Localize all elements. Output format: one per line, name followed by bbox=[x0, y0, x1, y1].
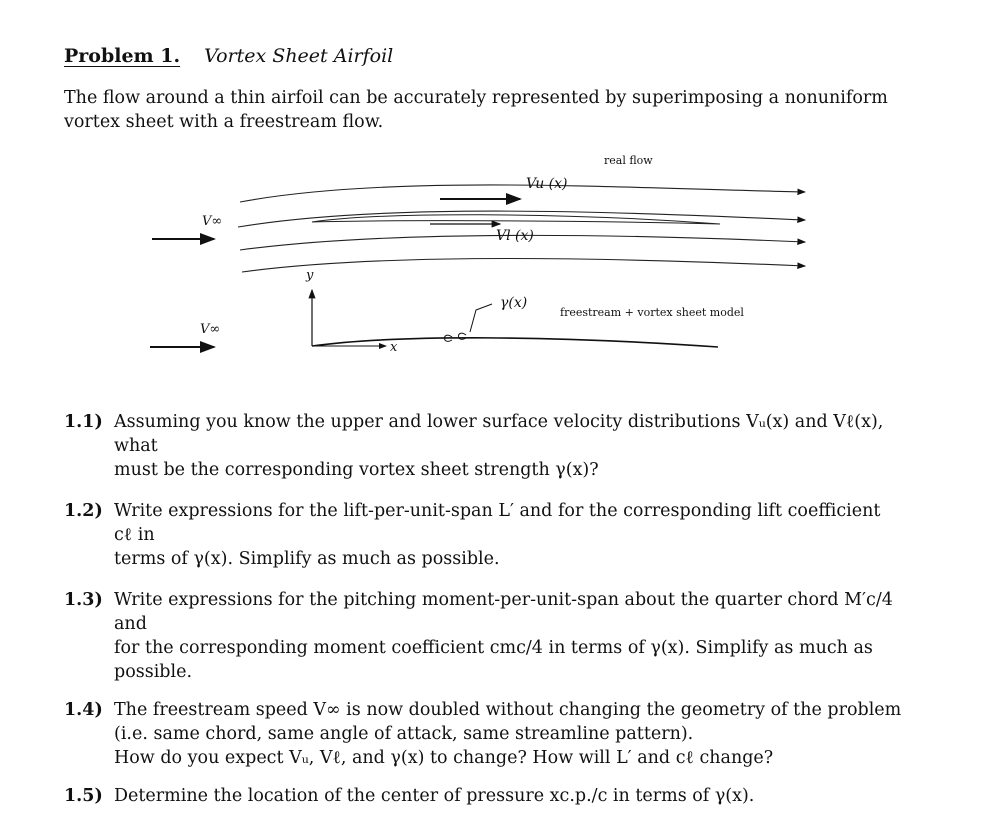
airfoil-shape bbox=[312, 215, 720, 224]
question-list bbox=[64, 410, 924, 825]
freestream-label-top: V∞ bbox=[202, 214, 223, 229]
problem-number: Problem 1. bbox=[64, 45, 181, 67]
question-number: 1.3) bbox=[64, 590, 103, 610]
question-line: How do you expect Vᵤ, Vℓ, and γ(x) to change? How will L′ and cℓ change? bbox=[114, 748, 774, 768]
question-item bbox=[64, 588, 924, 684]
question-number: 1.1) bbox=[64, 412, 103, 432]
question-text bbox=[114, 410, 904, 482]
figure-drawing bbox=[140, 150, 820, 360]
problem-heading bbox=[64, 44, 393, 68]
question-line: Write expressions for the lift-per-unit-span L′ and for the corresponding lift coefficient cℓ in bbox=[114, 501, 881, 545]
y-axis-label: y bbox=[306, 268, 314, 283]
question-text bbox=[114, 588, 904, 684]
question-number: 1.4) bbox=[64, 700, 103, 720]
question-line: The freestream speed V∞ is now doubled without changing the geometry of the problem bbox=[114, 700, 902, 720]
vortex-sheet-figure bbox=[140, 150, 820, 360]
question-item bbox=[64, 410, 924, 482]
question-line: terms of γ(x). Simplify as much as possible. bbox=[114, 549, 500, 569]
question-text bbox=[114, 499, 904, 571]
streamline-1 bbox=[240, 185, 805, 202]
question-line: Write expressions for the pitching moment-per-unit-span about the quarter chord M′c/4 and bbox=[114, 590, 893, 634]
freestream-label-bottom: V∞ bbox=[200, 322, 221, 337]
question-number: 1.2) bbox=[64, 501, 103, 521]
question-line: Determine the location of the center of pressure xc.p./c in terms of γ(x). bbox=[114, 786, 755, 806]
question-line: (i.e. same chord, same angle of attack, same streamline pattern). bbox=[114, 724, 694, 744]
question-number: 1.5) bbox=[64, 786, 103, 806]
problem-title: Vortex Sheet Airfoil bbox=[204, 45, 394, 67]
question-item bbox=[64, 499, 924, 571]
question-line: Assuming you know the upper and lower surface velocity distributions Vᵤ(x) and Vℓ(x), what bbox=[114, 412, 884, 456]
model-label: freestream + vortex sheet model bbox=[560, 306, 744, 319]
streamline-4 bbox=[242, 259, 805, 273]
question-line: for the corresponding moment coefficient cmc/4 in terms of γ(x). Simplify as much as possible. bbox=[114, 638, 873, 682]
real-flow-label: real flow bbox=[604, 154, 653, 167]
upper-velocity-label: Vu (x) bbox=[526, 176, 568, 192]
question-item bbox=[64, 698, 924, 770]
lower-velocity-label: Vl (x) bbox=[496, 228, 534, 244]
question-text bbox=[114, 698, 904, 770]
gamma-leader-line bbox=[470, 304, 492, 332]
intro-paragraph: The flow around a thin airfoil can be accurately represented by superimposing a nonuniform vortex sheet with a freestream flow. bbox=[64, 88, 888, 132]
x-axis-label: x bbox=[390, 340, 398, 355]
question-item bbox=[64, 784, 924, 808]
gamma-label: γ(x) bbox=[500, 295, 528, 311]
question-text bbox=[114, 784, 904, 808]
streamline-2 bbox=[238, 211, 805, 227]
question-line: must be the corresponding vortex sheet strength γ(x)? bbox=[114, 460, 599, 480]
